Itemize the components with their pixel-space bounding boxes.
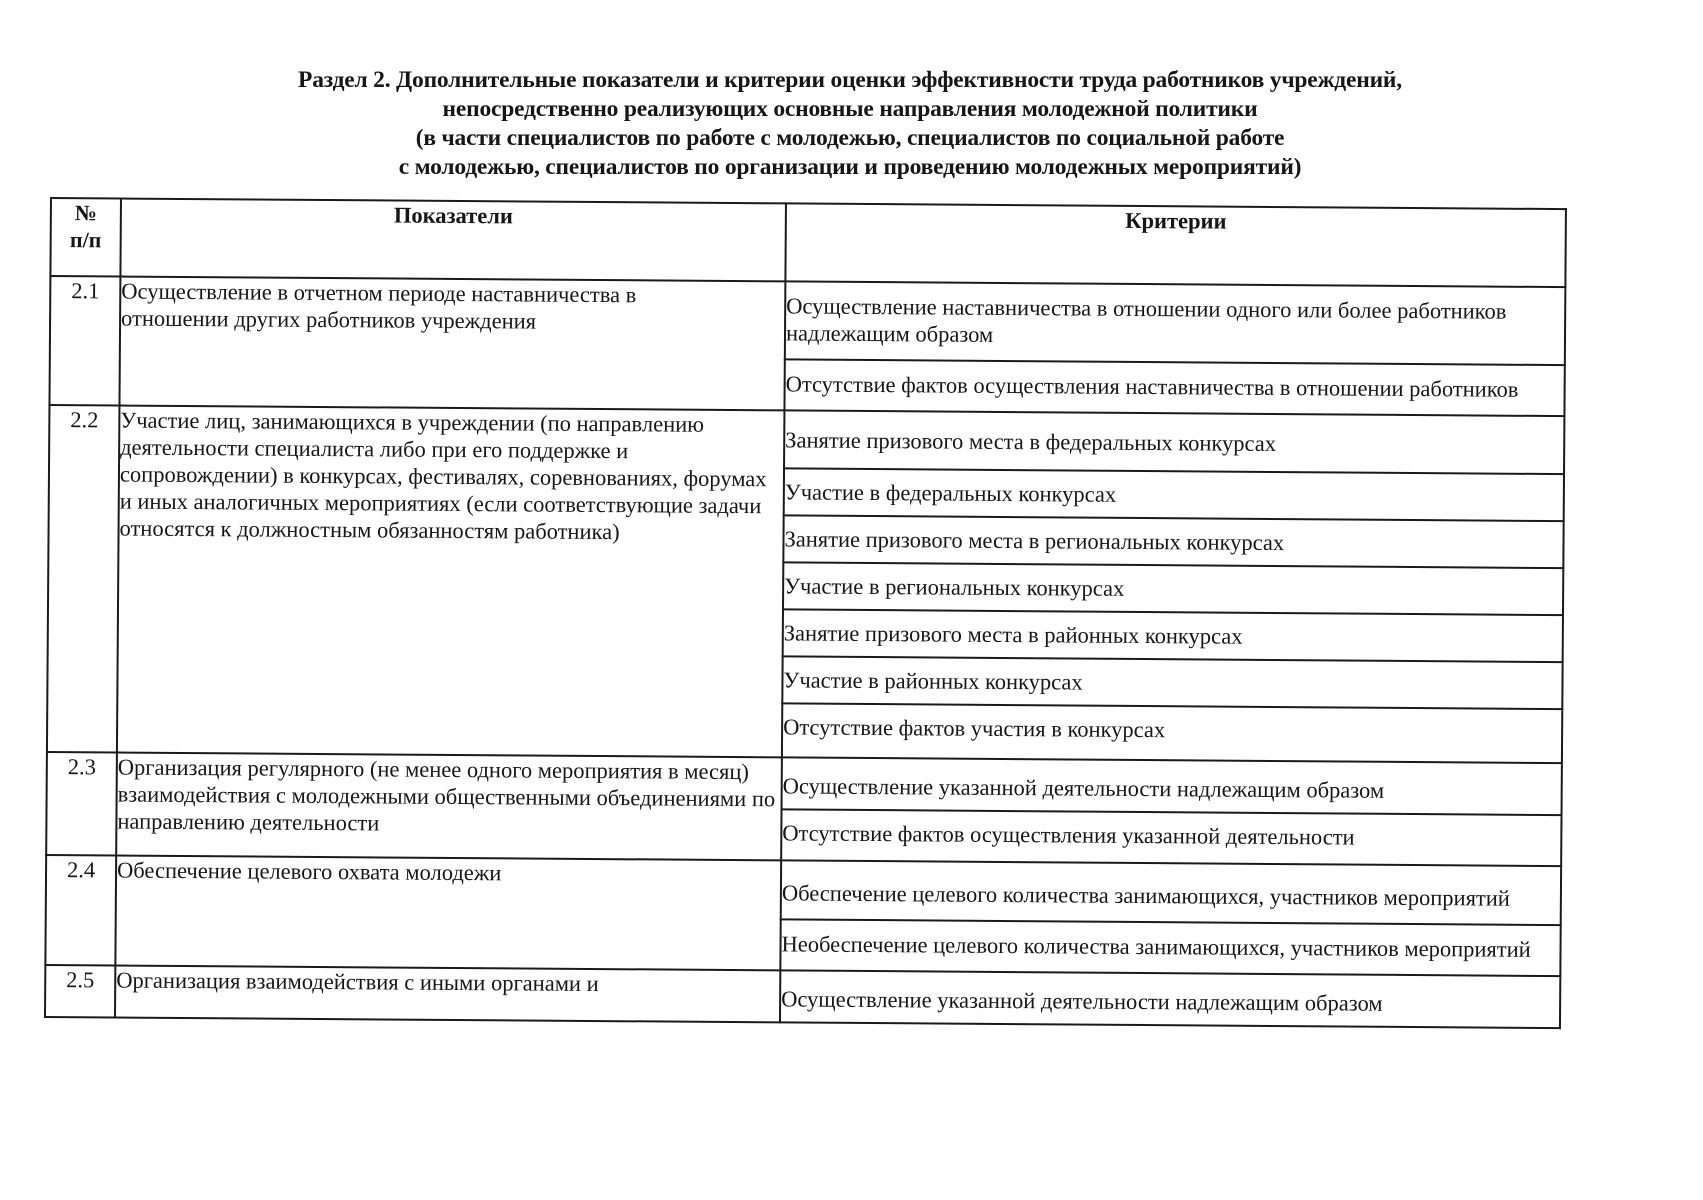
criterion-cell: Участие в региональных конкурсах	[783, 562, 1563, 615]
indicator-cell: Участие лиц, занимающихся в учреждении (по направлению деятельности специалиста либо при его поддержке и сопровождении) в конкурсах, фестивалях, соревнованиях, форумах и иных аналогичных мероприятиях (если соответствующие задачи относятся к должностным обязанностям работника)	[117, 406, 785, 758]
title-line-3: (в части специалистов по работе с молодежью, специалистов по социальной работе	[415, 125, 1285, 151]
criterion-cell: Обеспечение целевого количества занимающихся, участников мероприятий	[781, 860, 1561, 925]
criterion-cell: Участие в федеральных конкурсах	[784, 468, 1564, 521]
indicator-cell: Обеспечение целевого охвата молодежи	[115, 856, 781, 971]
table-row	[45, 965, 1560, 1028]
row-number: 2.5	[45, 965, 115, 1018]
indicator-cell: Осуществление в отчетном периоде наставничества в отношении других работников учреждения	[119, 277, 785, 411]
row-number: 2.4	[45, 855, 116, 966]
criterion-cell: Занятие призового места в районных конкурсах	[783, 609, 1563, 662]
criteria-table	[44, 197, 1567, 1029]
criterion-cell: Необеспечение целевого количества занимающихся, участников мероприятий	[780, 919, 1560, 976]
header-criteria: Критерии	[785, 203, 1566, 287]
row-number: 2.2	[47, 405, 120, 753]
header-indicators: Показатели	[120, 199, 786, 282]
criterion-cell: Осуществление наставничества в отношении одного или более работников надлежащим образом	[785, 281, 1566, 365]
criterion-cell: Участие в районных конкурсах	[782, 656, 1562, 709]
criterion-cell: Осуществление указанной деятельности надлежащим образом	[780, 970, 1560, 1028]
table-row	[50, 276, 1566, 365]
section-title	[230, 66, 1470, 182]
criterion-cell: Занятие призового места в региональных конкурсах	[783, 515, 1563, 568]
criterion-cell: Отсутствие фактов осуществления наставничества в отношении работников	[784, 359, 1564, 416]
title-line-2: непосредственно реализующих основные направления молодежной политики	[442, 96, 1258, 122]
criterion-cell: Отсутствие фактов участия в конкурсах	[782, 703, 1562, 763]
table-header-row	[50, 198, 1566, 287]
table-row	[47, 752, 1562, 815]
criterion-cell: Отсутствие фактов осуществления указанной деятельности	[781, 809, 1561, 866]
indicator-cell: Организация регулярного (не менее одного мероприятия в месяц) взаимодействия с молодежными общественными объединениями по направлению деятельности	[116, 753, 782, 861]
table-row	[49, 405, 1564, 474]
title-line-1: Раздел 2. Дополнительные показатели и критерии оценки эффективности труда работников учреждений,	[298, 67, 1402, 93]
row-number: 2.1	[49, 276, 120, 406]
title-line-4: с молодежью, специалистов по организации и проведению молодежных мероприятий)	[398, 154, 1302, 180]
indicator-cell: Организация взаимодействия с иными органами и	[115, 965, 780, 1022]
criterion-cell: Занятие призового места в федеральных конкурсах	[784, 410, 1564, 474]
criterion-cell: Осуществление указанной деятельности надлежащим образом	[782, 757, 1562, 815]
header-number-label: п/п	[69, 227, 102, 253]
row-number: 2.3	[46, 752, 117, 856]
criteria-table-container	[44, 197, 1565, 1029]
table-row	[46, 855, 1561, 925]
header-number	[50, 198, 121, 277]
header-number-sign: №	[74, 200, 98, 226]
